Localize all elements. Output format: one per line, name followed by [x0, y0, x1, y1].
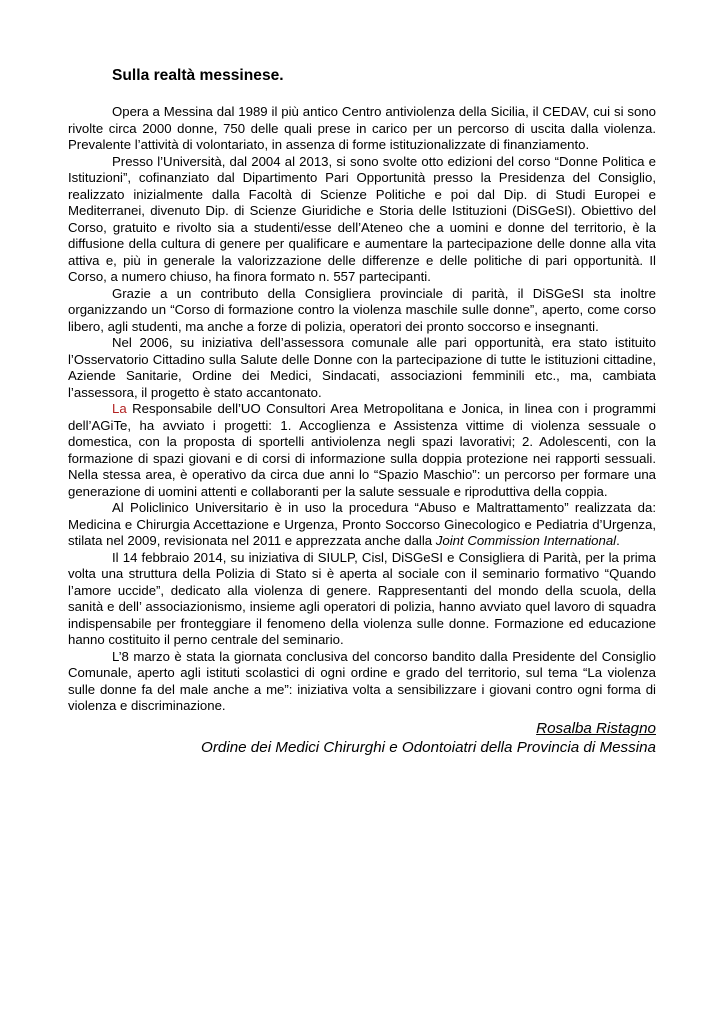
signature-block [68, 719, 656, 757]
signature-affiliation: Ordine dei Medici Chirurghi e Odontoiatri della Provincia di Messina [201, 738, 656, 756]
paragraph-policlinico-end: . [616, 533, 620, 548]
paragraph-cedav: Opera a Messina dal 1989 il più antico Centro antiviolenza della Sicilia, il CEDAV, cui si sono rivolte circa 2000 donne, 750 delle quali prese in carico per un percorso di uscita dalla violenza. Prevalente l’attività di volontariato, in assenza di forme istituzionalizzate di finanziamento. [68, 104, 656, 152]
document-title: Sulla realtà messinese. [112, 67, 284, 84]
paragraph-policlinico-text: Al Policlinico Universitario è in uso la procedura “Abuso e Maltrattamento” realizzata da: Medicina e Chirurgia Accettazione e Urgenza, Pronto Soccorso Ginecologico e Pediatria d’Urgenza, stilata nel 2009, revisionata nel 2011 e apprezzata anche dalla [68, 500, 656, 548]
document-page [68, 66, 656, 757]
paragraph-university-course: Presso l’Università, dal 2004 al 2013, si sono svolte otto edizioni del corso “Donne Politica e Istituzioni”, cofinanziato dal Dipartimento Pari Opportunità presso la Presidenza del Consiglio, realizzato inizialmente dalla Facoltà di Scienze Politiche e poi dal Dip. di Studi Europei e Mediterranei, divenuto Dip. di Scienze Giuridiche e Storia delle Istituzioni (DiSGeSI). Obiettivo del Corso, gratuito e rivolto sia a studenti/esse dell’Ateneo che a uomini e donne del territorio, è la diffusione della cultura di genere per qualificare e aumentare la partecipazione delle donne alla vita attiva e, più in generale la valorizzazione delle differenze e delle politiche di pari opportunità. Il Corso, a numero chiuso, ha finora formato n. 557 partecipanti. [68, 153, 656, 284]
paragraph-observatory: Nel 2006, su iniziativa dell’assessora comunale alle pari opportunità, era stato istituito l’Osservatorio Cittadino sulla Salute delle Donne con la partecipazione di tutte le istituzioni cittadine, Aziende Sanitarie, Ordine dei Medici, Sindacati, associazioni femminili etc., ma, cambiata l’assessora, il progetto è stato accantonato. [68, 335, 656, 400]
paragraph-seminar: Il 14 febbraio 2014, su iniziativa di SIULP, Cisl, DiSGeSI e Consigliera di Parità, per la prima volta una struttura della Polizia di Stato si è aperta al sociale con il seminario formativo “Quando l’amore uccide”, dedicato alla violenza di genere. Rappresentanti del mondo della scuola, della sanità e dell’ associazionismo, insieme agli operatori di polizia, hanno avviato quel lavoro di squadra indispensabile per fronteggiare il fenomeno della violenza sulle donne. Formazione ed educazione hanno costituito il perno centrale del seminario. [68, 549, 656, 647]
paragraph-disgesi-course: Grazie a un contributo della Consigliera provinciale di parità, il DiSGeSI sta inoltre organizzando un “Corso di formazione contro la violenza maschile sulle donne”, aperto, come corso libero, agli studenti, ma anche a forze di polizia, operatori dei pronto soccorso e insegnanti. [68, 285, 656, 334]
paragraph-consultori-text: Responsabile dell’UO Consultori Area Metropolitana e Jonica, in linea con i programmi dell’AGiTe, ha avviato i progetti: 1. Accoglienza e Assistenza vittime di violenza sessuale o domestica, con la proposta di sportelli antiviolenza negli spazi lavorativi; 2. Adolescenti, con la formazione di spazi giovani e di corsi di informazione sulla doppia protezione nei rapporti sessuali. Nella stessa area, è operativo da circa due anni lo “Spazio Maschio”: un percorso per formare una generazione di uomini attenti e collaboranti per la salute sessuale e riproduttiva della coppia. [68, 401, 656, 499]
paragraph-consultori [68, 401, 656, 500]
paragraph-policlinico [68, 500, 656, 550]
paragraph-consultori-lead: La [112, 401, 127, 416]
paragraph-march-8: L’8 marzo è stata la giornata conclusiva del concorso bandito dalla Presidente del Consiglio Comunale, aperto agli istituti scolastici di ogni ordine e grado del territorio, sul tema “La violenza sulle donne fa del male anche a me”: iniziativa volta a sensibilizzare i giovani contro ogni forma di violenza e discriminazione. [68, 648, 656, 713]
joint-commission-name: Joint Commission International [435, 533, 617, 548]
signature-name: Rosalba Ristagno [536, 719, 656, 737]
